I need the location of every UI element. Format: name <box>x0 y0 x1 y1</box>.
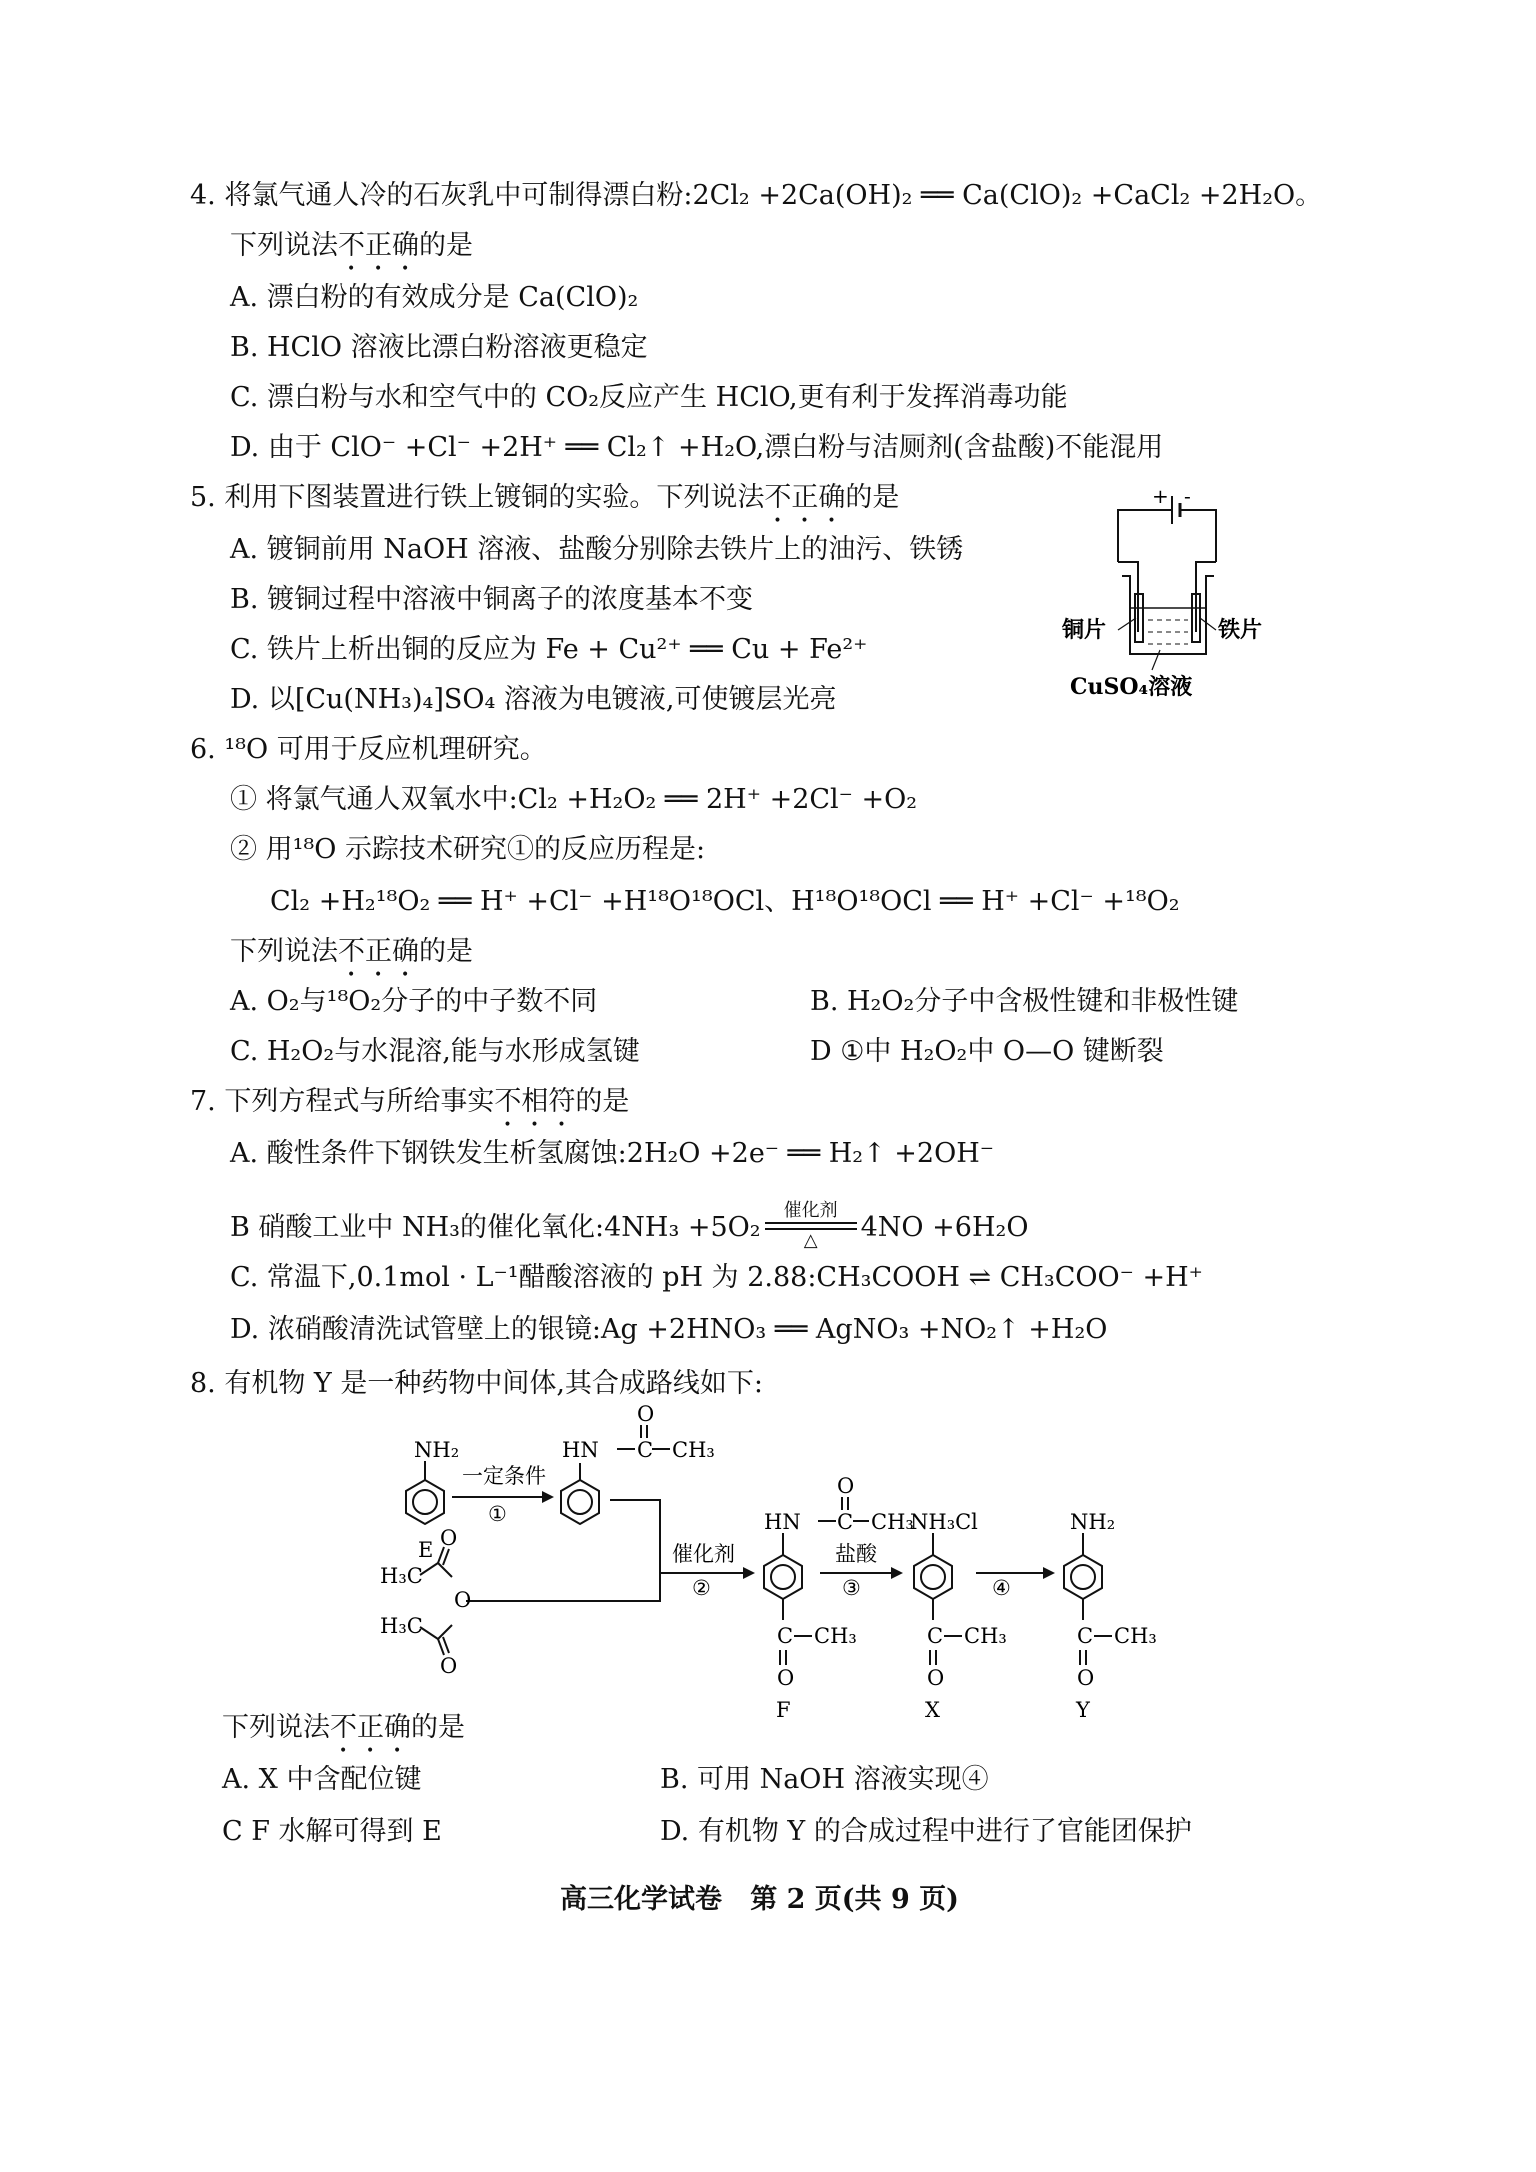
q4-option-b: B. HClO 溶液比漂白粉溶液更稳定 <box>230 332 648 363</box>
q7-option-a: A. 酸性条件下钢铁发生析氢腐蚀:2H₂O +2e⁻ ══ H₂↑ +2OH⁻ <box>230 1138 995 1169</box>
label-c: C <box>637 1438 654 1462</box>
catalyst-condition-arrow <box>765 1202 857 1250</box>
step-2: ② <box>692 1576 711 1600</box>
q5-option-a: A. 镀铜前用 NaOH 溶液、盐酸分别除去铁片上的油污、铁锈 <box>230 534 964 565</box>
label-o: O <box>927 1666 945 1690</box>
q4-stem: 4. 将氯气通人冷的石灰乳中可制得漂白粉:2Cl₂ +2Ca(OH)₂ ══ Ca(ClO)₂ +CaCl₂ +2H₂O。 <box>190 180 1323 211</box>
ask-post: 的是 <box>419 230 473 261</box>
merge-bracket-bottom <box>466 1565 660 1601</box>
q7-option-c: C. 常温下,0.1mol · L⁻¹醋酸溶液的 pH 为 2.88:CH₃COOH ⇌ CH₃COO⁻ +H⁺ <box>230 1262 1203 1293</box>
q7-option-b <box>230 1200 1029 1252</box>
label-hn: HN <box>764 1510 801 1534</box>
ask-emphasis: 不正确 <box>338 230 419 261</box>
arrowhead-1 <box>542 1491 554 1503</box>
ask-emphasis: 不正确 <box>338 936 419 967</box>
q4-option-d: D. 由于 ClO⁻ +Cl⁻ +2H⁺ ══ Cl₂↑ +H₂O,漂白粉与洁厕剂(含盐酸)不能混用 <box>230 432 1164 463</box>
stem-emphasis: 不正确 <box>764 482 846 513</box>
arrowhead-2 <box>743 1567 755 1579</box>
wire-left <box>1118 510 1172 562</box>
bond <box>438 1625 452 1639</box>
option-b-lhs: B 硝酸工业中 NH₃的催化氧化:4NH₃ +5O₂ <box>230 1211 761 1243</box>
ask-pre: 下列说法 <box>222 1712 330 1743</box>
q6-statement-1: ① 将氯气通人双氧水中:Cl₂ +H₂O₂ ══ 2H⁺ +2Cl⁻ +O₂ <box>230 784 918 815</box>
step-4: ④ <box>992 1576 1011 1600</box>
arrowhead-4 <box>1043 1567 1055 1579</box>
label-o: O <box>637 1402 655 1426</box>
ask-post: 的是 <box>411 1712 465 1743</box>
copper-plate-label: 铜片 <box>1062 617 1107 643</box>
q8-stem: 8. 有机物 Y 是一种药物中间体,其合成路线如下: <box>190 1368 764 1399</box>
q5-option-b: B. 镀铜过程中溶液中铜离子的浓度基本不变 <box>230 584 754 615</box>
condition-2: 催化剂 <box>672 1542 735 1566</box>
label-o: O <box>777 1666 795 1690</box>
double-bond <box>443 1637 449 1653</box>
q4-option-a: A. 漂白粉的有效成分是 Ca(ClO)₂ <box>230 282 639 313</box>
q4-ask <box>230 230 473 277</box>
label-c: C <box>927 1624 944 1648</box>
stem-post: 的是 <box>845 482 900 513</box>
positive-terminal-label: + <box>1152 484 1169 508</box>
label-h3c: H₃C <box>380 1564 423 1588</box>
label-ch3: CH₃ <box>672 1438 715 1462</box>
double-bond <box>438 1639 444 1655</box>
benzene-ring-x <box>914 1555 952 1599</box>
q5-stem <box>190 482 899 529</box>
iron-plate-label: 铁片 <box>1218 617 1263 643</box>
label-nh2: NH₂ <box>1070 1510 1116 1534</box>
q6-option-b: B. H₂O₂分子中含极性键和非极性键 <box>810 986 1239 1017</box>
q6-mechanism: Cl₂ +H₂¹⁸O₂ ══ H⁺ +Cl⁻ +H¹⁸O¹⁸OCl、H¹⁸O¹⁸OCl ══ H⁺ +Cl⁻ +¹⁸O₂ <box>270 886 1180 917</box>
q5-option-d: D. 以[Cu(NH₃)₄]SO₄ 溶液为电镀液,可使镀层光亮 <box>230 684 837 715</box>
stem-pre: 5. 利用下图装置进行铁上镀铜的实验。下列说法 <box>190 482 765 513</box>
option-b-rhs: 4NO +6H₂O <box>860 1211 1029 1243</box>
q6-ask <box>230 936 473 983</box>
ring-f-aromatic <box>771 1565 795 1589</box>
q6-option-a: A. O₂与¹⁸O₂分子的中子数不同 <box>230 986 598 1017</box>
ask-pre: 下列说法 <box>230 936 338 967</box>
wire-right <box>1180 510 1216 562</box>
label-ch3: CH₃ <box>1114 1624 1157 1648</box>
iron-leader-line <box>1200 618 1216 630</box>
label-o: O <box>454 1588 472 1612</box>
condition-heat: △ <box>803 1230 818 1251</box>
page-footer: 高三化学试卷 第 2 页(共 9 页) <box>560 1884 959 1915</box>
equals-bar <box>765 1222 857 1230</box>
benzene-ring-y <box>1064 1555 1102 1599</box>
ring-x-aromatic <box>921 1565 945 1589</box>
ring-aromatic <box>568 1490 592 1514</box>
ask-post: 的是 <box>419 936 473 967</box>
step-1: ① <box>488 1502 507 1526</box>
step-3: ③ <box>842 1576 861 1600</box>
ring-e-aromatic <box>413 1490 437 1514</box>
ask-emphasis: 不正确 <box>330 1712 411 1743</box>
label-c: C <box>837 1510 854 1534</box>
q6-option-d: D ①中 H₂O₂中 O—O 键断裂 <box>810 1036 1164 1067</box>
q4-option-c: C. 漂白粉与水和空气中的 CO₂反应产生 HClO,更有利于发挥消毒功能 <box>230 382 1068 413</box>
cuso4-solution-label: CuSO₄溶液 <box>1070 674 1193 700</box>
label-o: O <box>1077 1666 1095 1690</box>
double-bond <box>443 1549 449 1565</box>
label-nh2: NH₂ <box>414 1438 460 1462</box>
q6-stem: 6. ¹⁸O 可用于反应机理研究。 <box>190 734 547 765</box>
stem-post: 的是 <box>575 1086 630 1117</box>
condition-3: 盐酸 <box>835 1542 877 1566</box>
q6-statement-2: ② 用¹⁸O 示踪技术研究①的反应历程是: <box>230 834 706 865</box>
label-ch3: CH₃ <box>964 1624 1007 1648</box>
label-nh3cl: NH₃Cl <box>910 1510 978 1534</box>
electroplating-apparatus-diagram <box>1060 482 1263 702</box>
q8-option-a: A. X 中含配位键 <box>222 1764 422 1795</box>
copper-leader-line <box>1118 618 1136 630</box>
benzene-ring-acetanilide <box>561 1480 599 1524</box>
negative-terminal-label: - <box>1184 484 1191 508</box>
ask-pre: 下列说法 <box>230 230 338 261</box>
q8-option-c: C F 水解可得到 E <box>222 1816 442 1847</box>
q7-option-d: D. 浓硝酸清洗试管壁上的银镜:Ag +2HNO₃ ══ AgNO₃ +NO₂↑ +H₂O <box>230 1314 1108 1345</box>
condition-catalyst: 催化剂 <box>783 1200 838 1221</box>
label-h3c: H₃C <box>380 1614 423 1638</box>
merge-bracket-top <box>610 1500 660 1580</box>
condition-1: 一定条件 <box>462 1464 546 1488</box>
label-o: O <box>440 1526 458 1550</box>
q8-option-b: B. 可用 NaOH 溶液实现④ <box>660 1764 989 1795</box>
q6-option-c: C. H₂O₂与水混溶,能与水形成氢键 <box>230 1036 640 1067</box>
label-ch3: CH₃ <box>814 1624 857 1648</box>
label-o: O <box>440 1654 458 1678</box>
benzene-ring-e <box>406 1480 444 1524</box>
label-y: Y <box>1076 1698 1090 1722</box>
label-c: C <box>777 1624 794 1648</box>
label-ch3: CH₃ <box>871 1510 914 1534</box>
q8-ask <box>222 1712 465 1759</box>
label-c: C <box>1077 1624 1094 1648</box>
label-f: F <box>776 1698 791 1722</box>
q8-option-d: D. 有机物 Y 的合成过程中进行了官能团保护 <box>660 1816 1192 1847</box>
q7-stem <box>190 1086 629 1133</box>
label-x: X <box>925 1698 940 1722</box>
ring-y-aromatic <box>1071 1565 1095 1589</box>
benzene-ring-f <box>764 1555 802 1599</box>
synthesis-route-scheme <box>380 1402 1157 1725</box>
label-e: E <box>418 1538 434 1562</box>
q5-option-c: C. 铁片上析出铜的反应为 Fe + Cu²⁺ ══ Cu + Fe²⁺ <box>230 634 868 665</box>
label-o: O <box>837 1474 855 1498</box>
stem-emphasis: 不相符 <box>494 1086 576 1117</box>
bond <box>438 1563 452 1577</box>
label-hn: HN <box>562 1438 599 1462</box>
stem-pre: 7. 下列方程式与所给事实 <box>190 1086 495 1117</box>
arrowhead-3 <box>891 1567 903 1579</box>
